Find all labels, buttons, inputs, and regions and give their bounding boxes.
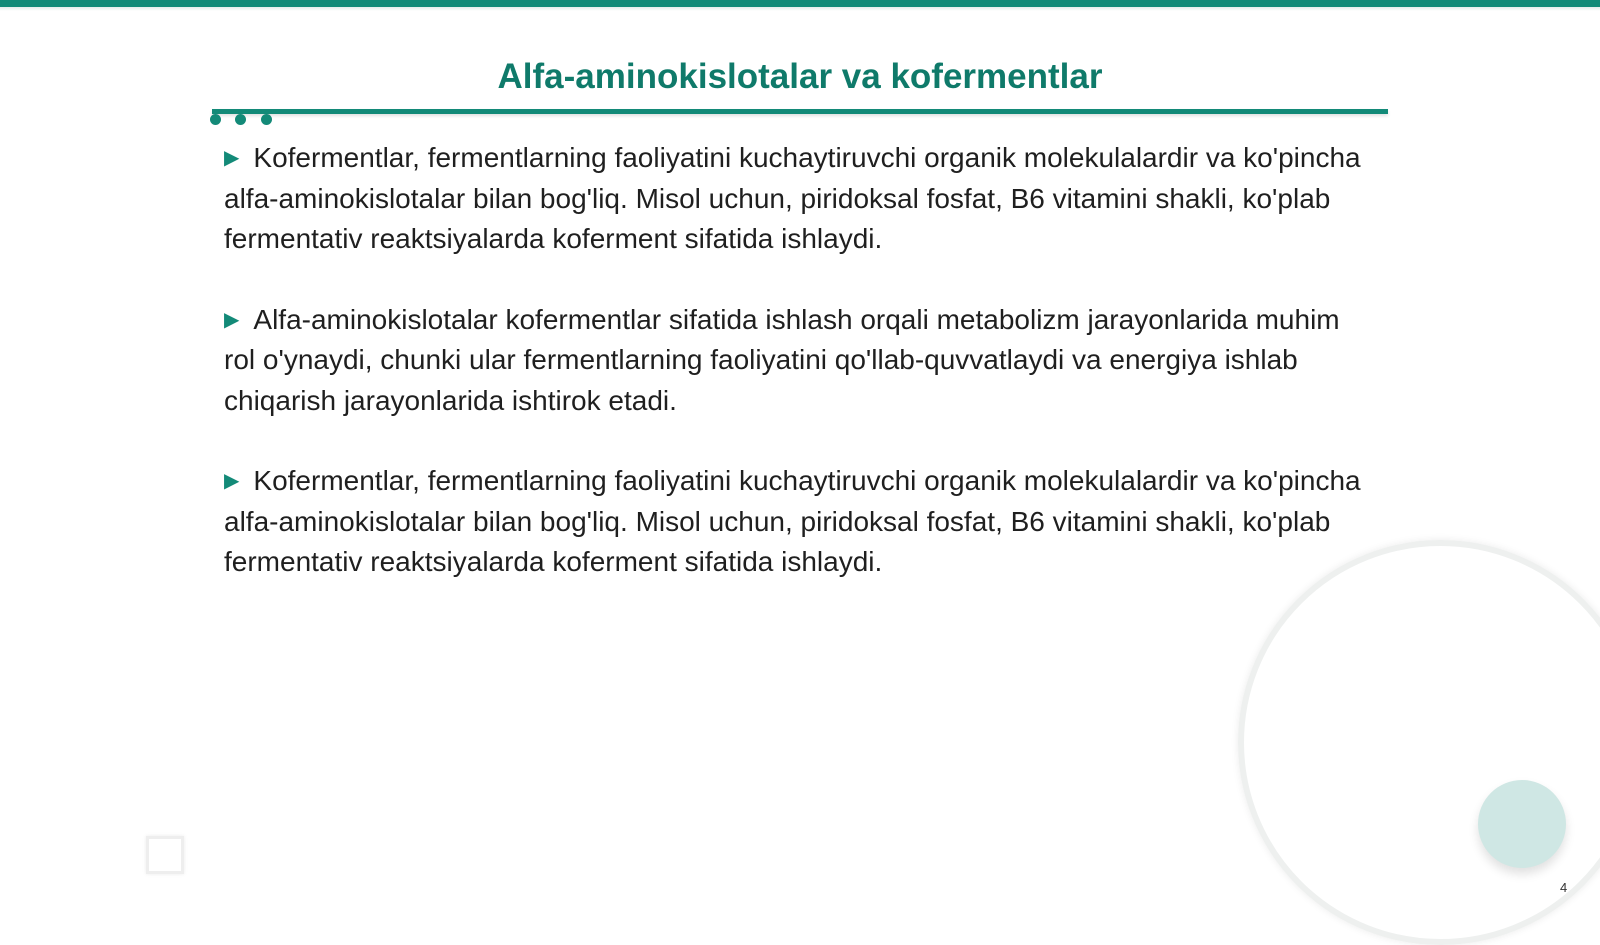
top-accent-bar-shadow xyxy=(0,7,1600,11)
bullet-paragraph xyxy=(224,461,1374,583)
bullet-triangle-icon: ▶ xyxy=(224,147,240,169)
bullet-list xyxy=(224,138,1374,623)
decorative-dot xyxy=(210,114,221,125)
paragraph-text: Kofermentlar, fermentlarning faoliyatini kuchaytiruvchi organik molekulalardir va ko'pincha alfa-aminokislotalar bilan bog'liq. Misol uchun, piridoksal fosfat, B6 vitamini shakli, ko'plab fermentativ reaktsiyalarda koferment sifatida ishlaydi. xyxy=(224,142,1361,254)
bullet-triangle-icon: ▶ xyxy=(224,470,240,492)
top-accent-bar xyxy=(0,0,1600,7)
bullet-triangle-icon: ▶ xyxy=(224,308,240,331)
bullet-paragraph xyxy=(224,138,1374,260)
decorative-square xyxy=(146,836,184,874)
decorative-dot xyxy=(261,114,272,125)
decorative-dot xyxy=(235,114,246,125)
bullet-paragraph xyxy=(224,300,1374,422)
slide-title: Alfa-aminokislotalar va kofermentlar xyxy=(497,57,1103,96)
decorative-circle xyxy=(1478,780,1566,868)
title-underline xyxy=(212,109,1388,114)
paragraph-text: Alfa-aminokislotalar kofermentlar sifatida ishlash orqali metabolizm jarayonlarida muhim rol o'ynaydi, chunki ular fermentlarning faoliyatini qo'llab-quvvatlaydi va energiya ishlab chiqarish jarayonlarida ishtirok etadi. xyxy=(224,303,1340,416)
page-number: 4 xyxy=(1560,880,1568,895)
paragraph-text: Kofermentlar, fermentlarning faoliyatini kuchaytiruvchi organik molekulalardir va ko'pincha alfa-aminokislotalar bilan bog'liq. Misol uchun, piridoksal fosfat, B6 vitamini shakli, ko'plab fermentativ reaktsiyalarda koferment sifatida ishlaydi. xyxy=(224,465,1361,577)
